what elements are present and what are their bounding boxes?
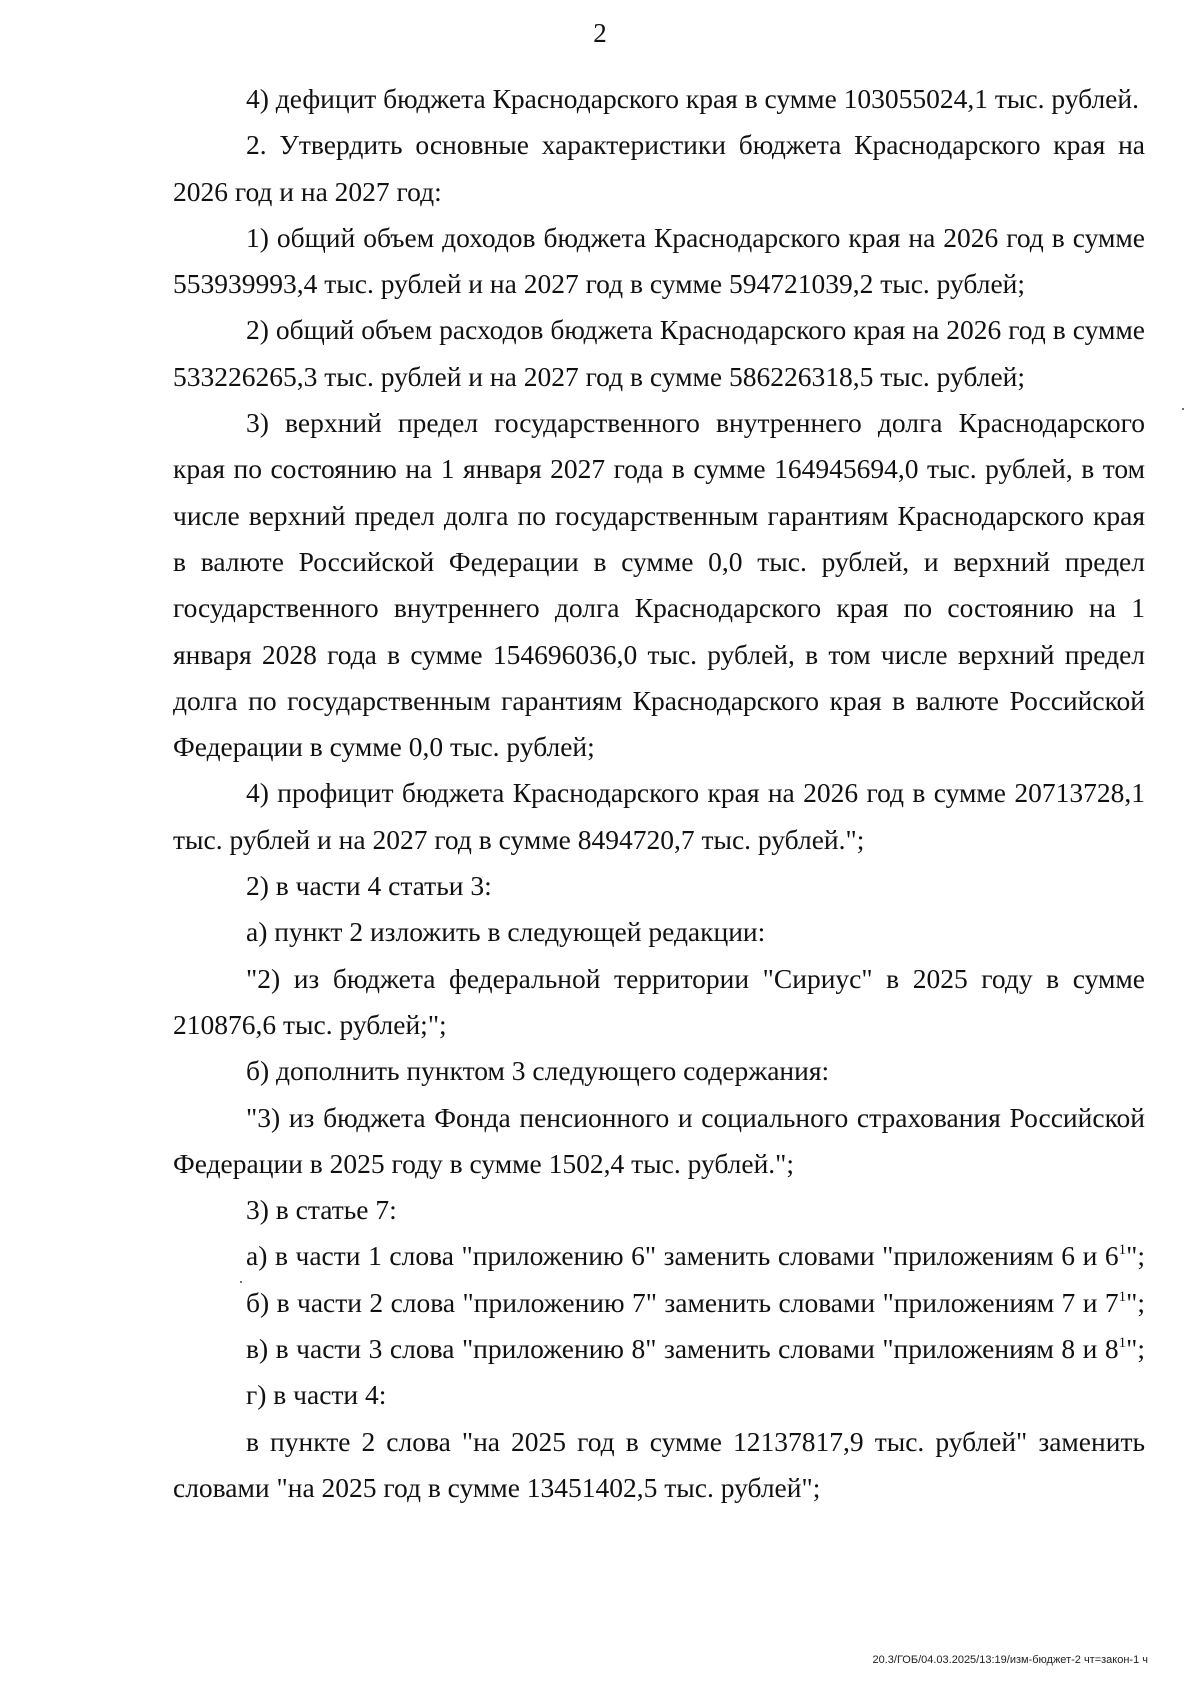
- article7-c-end: ";: [1126, 1333, 1145, 1365]
- paragraph-sirius-budget: "2) из бюджета федеральной территории "Сириус" в 2025 году в сумме 210876,6 тыс. рублей;";: [173, 962, 1145, 1040]
- page-number: 2: [593, 18, 607, 48]
- document-body: [173, 76, 1145, 1511]
- paragraph-item-g: г) в части 4:: [246, 1379, 387, 1411]
- paragraph-article3-part4: 2) в части 4 статьи 3:: [246, 870, 492, 902]
- footer-document-code: 20.3/ГОБ/04.03.2025/13:19/изм-бюджет-2 чт=закон-1 ч: [872, 1654, 1148, 1666]
- paragraph-article7-c: [173, 1326, 1145, 1372]
- article7-a-sup: 1: [1118, 1242, 1127, 1259]
- paragraph-pension-fund: "3) из бюджета Фонда пенсионного и социального страхования Российской Федерации в 2025 году в сумме 1502,4 тыс. рублей.";: [173, 1101, 1145, 1179]
- scan-speck: [1182, 408, 1184, 410]
- article7-b-sup: 1: [1118, 1288, 1127, 1305]
- paragraph-item-b: б) дополнить пунктом 3 следующего содержания:: [246, 1055, 830, 1087]
- article7-c-text: в) в части 3 слова "приложению 8" заменить словами "приложениям 8 и 8: [246, 1333, 1119, 1365]
- article7-c-sup: 1: [1118, 1335, 1127, 1352]
- paragraph-article7-a: [173, 1233, 1145, 1279]
- scan-speck: [240, 1281, 242, 1283]
- article7-a-end: ";: [1126, 1240, 1145, 1272]
- paragraph-item-a: а) пункт 2 изложить в следующей редакции:: [246, 916, 766, 948]
- paragraph-approve-characteristics: 2. Утвердить основные характеристики бюджета Краснодарского края на 2026 год и на 2027 год:: [173, 129, 1145, 207]
- article7-b-text: б) в части 2 слова "приложению 7" заменить словами "приложениям 7 и 7: [246, 1286, 1119, 1318]
- article7-a-text: а) в части 1 слова "приложению 6" заменить словами "приложениям 6 и 6: [246, 1240, 1119, 1272]
- article7-b-end: ";: [1126, 1286, 1145, 1318]
- paragraph-point2-replace: в пункте 2 слова "на 2025 год в сумме 12137817,9 тыс. рублей" заменить словами "на 2025 год в сумме 13451402,5 тыс. рублей";: [173, 1425, 1145, 1503]
- paragraph-deficit-2025: 4) дефицит бюджета Краснодарского края в сумме 103055024,1 тыс. рублей.: [246, 83, 1139, 114]
- paragraph-surplus-2026-2027: 4) профицит бюджета Краснодарского края на 2026 год в сумме 20713728,1 тыс. рублей и на 2027 год в сумме 8494720,7 тыс. рублей.";: [173, 777, 1145, 855]
- paragraph-article7-b: [173, 1280, 1145, 1326]
- paragraph-expenses-2026-2027: 2) общий объем расходов бюджета Краснодарского края на 2026 год в сумме 533226265,3 тыс. рублей и на 2027 год в сумме 586226318,5 тыс. рублей;: [173, 314, 1145, 392]
- paragraph-article7: 3) в статье 7:: [246, 1194, 397, 1226]
- paragraph-revenue-2026-2027: 1) общий объем доходов бюджета Краснодарского края на 2026 год в сумме 553939993,4 тыс. рублей и на 2027 год в сумме 594721039,2 тыс. рублей;: [173, 221, 1145, 300]
- paragraph-debt-limit: 3) верхний предел государственного внутреннего долга Краснодарского края по состоянию на 1 января 2027 года в сумме 164945694,0 тыс. рублей, в том числе верхний предел долга по государственным гарантиям Краснодарского края в валюте Российской Федерации в сумме 0,0 тыс. рублей, и верхний предел государственного внутреннего долга Краснодарского края по состоянию на 1 января 2028 года в сумме 154696036,0 тыс. рублей, в том числе верхний предел долга по государственным гарантиям Краснодарского края в валюте Российской Федерации в сумме 0,0 тыс. рублей;: [173, 407, 1145, 763]
